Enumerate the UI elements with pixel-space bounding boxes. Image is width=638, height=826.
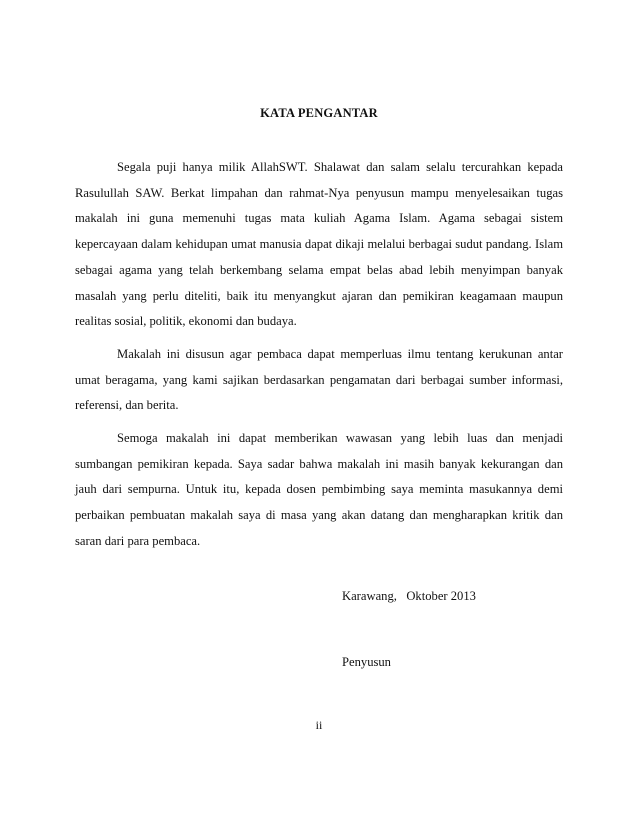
- author-signature: Penyusun: [342, 655, 391, 669]
- page-number: ii: [315, 718, 323, 732]
- paragraph-3: Semoga makalah ini dapat memberikan wawasan yang lebih luas dan menjadi sumbangan pemikiran kepada. Saya sadar bahwa makalah ini masih banyak kekurangan dan jauh dari sempurna. Untuk itu, kepada dosen pembimbing saya meminta masukannya demi perbaikan pembuatan makalah saya di masa yang akan datang dan mengharapkan kritik dan saran dari para pembaca.: [75, 431, 563, 548]
- paragraph-2: Makalah ini disusun agar pembaca dapat memperluas ilmu tentang kerukunan antar umat beragama, yang kami sajikan berdasarkan pengamatan dari berbagai sumber informasi, referensi, dan berita.: [75, 346, 563, 413]
- body-text: [75, 155, 563, 562]
- place-date: Karawang, Oktober 2013: [342, 589, 476, 603]
- page-title: KATA PENGANTAR: [260, 106, 378, 120]
- paragraph-1: Segala puji hanya milik AllahSWT. Shalawat dan salam selalu tercurahkan kepada Rasulullah SAW. Berkat limpahan dan rahmat-Nya penyusun mampu menyelesaikan tugas makalah ini guna memenuhi tugas mata kuliah Agama Islam. Agama sebagai sistem kepercayaan dalam kehidupan umat manusia dapat dikaji melalui berbagai sudut pandang. Islam sebagai agama yang telah berkembang selama empat belas abad lebih menyimpan banyak masalah yang perlu diteliti, baik itu menyangkut ajaran dan pemikiran keagamaan maupun realitas sosial, politik, ekonomi dan budaya.: [75, 160, 563, 329]
